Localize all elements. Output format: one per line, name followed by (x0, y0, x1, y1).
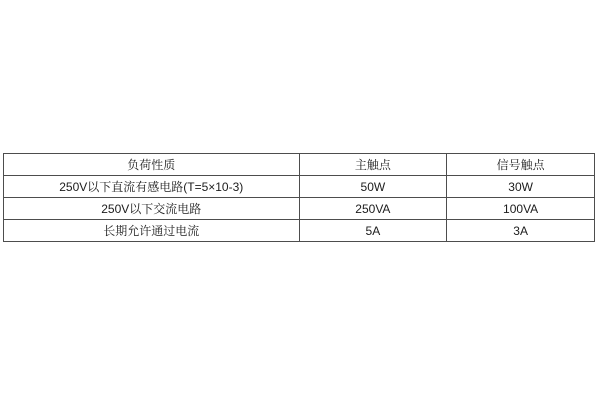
table-row (4, 198, 595, 220)
column-header: 信号触点 (447, 154, 595, 176)
table-cell: 3A (447, 220, 595, 242)
table-header-row (4, 154, 595, 176)
table-cell: 250V以下交流电路 (4, 198, 300, 220)
column-header: 负荷性质 (4, 154, 300, 176)
contact-load-spec-table (3, 153, 595, 242)
table-row (4, 220, 595, 242)
table-body (4, 176, 595, 242)
column-header: 主触点 (299, 154, 447, 176)
table-cell: 250V以下直流有感电路(T=5×10-3) (4, 176, 300, 198)
table-cell: 50W (299, 176, 447, 198)
table-row (4, 176, 595, 198)
table-cell: 100VA (447, 198, 595, 220)
table-cell: 长期允许通过电流 (4, 220, 300, 242)
table-cell: 5A (299, 220, 447, 242)
table-cell: 250VA (299, 198, 447, 220)
table-cell: 30W (447, 176, 595, 198)
